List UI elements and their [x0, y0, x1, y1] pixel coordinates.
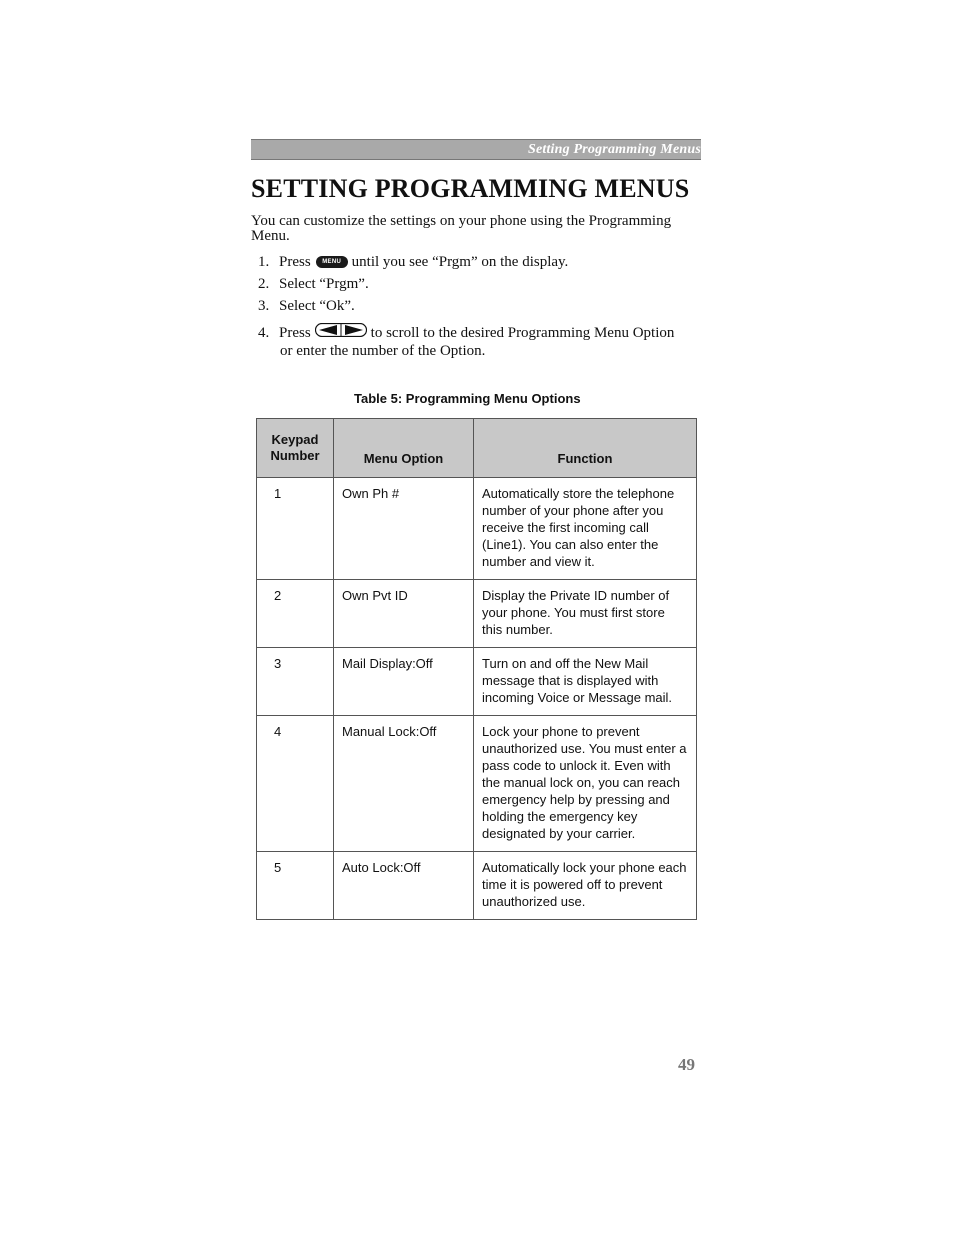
table-row: [257, 580, 697, 648]
cell-keypad: 5: [257, 852, 334, 920]
cell-function: Lock your phone to prevent unauthorized use. You must enter a pass code to unlock it. Even with the manual lock on, you can reach emergency help by pressing and holding the emergency key designated by your carrier.: [474, 716, 697, 852]
step-text: Select “Prgm”.: [279, 276, 369, 292]
header-keypad-line2: Number: [270, 448, 320, 463]
cell-function: Display the Private ID number of your phone. You must first store this number.: [474, 580, 697, 648]
programming-menu-table: [256, 418, 697, 920]
cell-option: Manual Lock:Off: [334, 716, 474, 852]
step-number: 2.: [258, 276, 270, 292]
running-header-title: Setting Programming Menus: [527, 142, 701, 157]
header-function: Function: [474, 419, 697, 478]
step-1: [258, 254, 568, 271]
page-title: SETTING PROGRAMMING MENUS: [251, 174, 690, 203]
cell-option: Mail Display:Off: [334, 648, 474, 716]
step-text-before: Press: [279, 254, 311, 270]
cell-keypad: 1: [257, 478, 334, 580]
intro-paragraph: You can customize the settings on your phone using the Programming Menu.: [251, 213, 672, 244]
menu-key-label: MENU: [322, 258, 342, 265]
cell-option: Auto Lock:Off: [334, 852, 474, 920]
cell-keypad: 4: [257, 716, 334, 852]
step-number: 4.: [258, 324, 270, 341]
cell-option: Own Ph #: [334, 478, 474, 580]
step-2: [258, 276, 369, 293]
table-header-row: [257, 419, 697, 478]
step-continuation: or enter the number of the Option.: [280, 343, 486, 359]
table-row: [257, 478, 697, 580]
table-row: [257, 648, 697, 716]
page-number: 49: [678, 1055, 695, 1074]
table-row: [257, 716, 697, 852]
step-text-after: until you see “Prgm” on the display.: [351, 254, 569, 270]
table-row: [257, 852, 697, 920]
step-text-before: Press: [279, 324, 311, 341]
step-3: [258, 298, 355, 315]
step-number: 1.: [258, 254, 270, 270]
header-keypad-line1: Keypad: [271, 432, 319, 447]
step-text: Select “Ok”.: [279, 298, 355, 314]
step-4: [258, 324, 675, 359]
menu-key-icon: [316, 256, 348, 268]
step-text-after: to scroll to the desired Programming Menu Option: [370, 324, 675, 341]
cell-function: Turn on and off the New Mail message that is displayed with incoming Voice or Message mail.: [474, 648, 697, 716]
step-number: 3.: [258, 298, 270, 314]
cell-keypad: 2: [257, 580, 334, 648]
scroll-key-icon: [315, 323, 367, 342]
cell-option: Own Pvt ID: [334, 580, 474, 648]
header-keypad-number: [257, 419, 334, 478]
running-header-bar: [251, 139, 701, 160]
cell-function: Automatically lock your phone each time it is powered off to prevent unauthorized use.: [474, 852, 697, 920]
table-caption: Table 5: Programming Menu Options: [354, 391, 581, 406]
cell-function: Automatically store the telephone number of your phone after you receive the first incoming call (Line1). You can also enter the number and view it.: [474, 478, 697, 580]
cell-keypad: 3: [257, 648, 334, 716]
header-menu-option: Menu Option: [334, 419, 474, 478]
